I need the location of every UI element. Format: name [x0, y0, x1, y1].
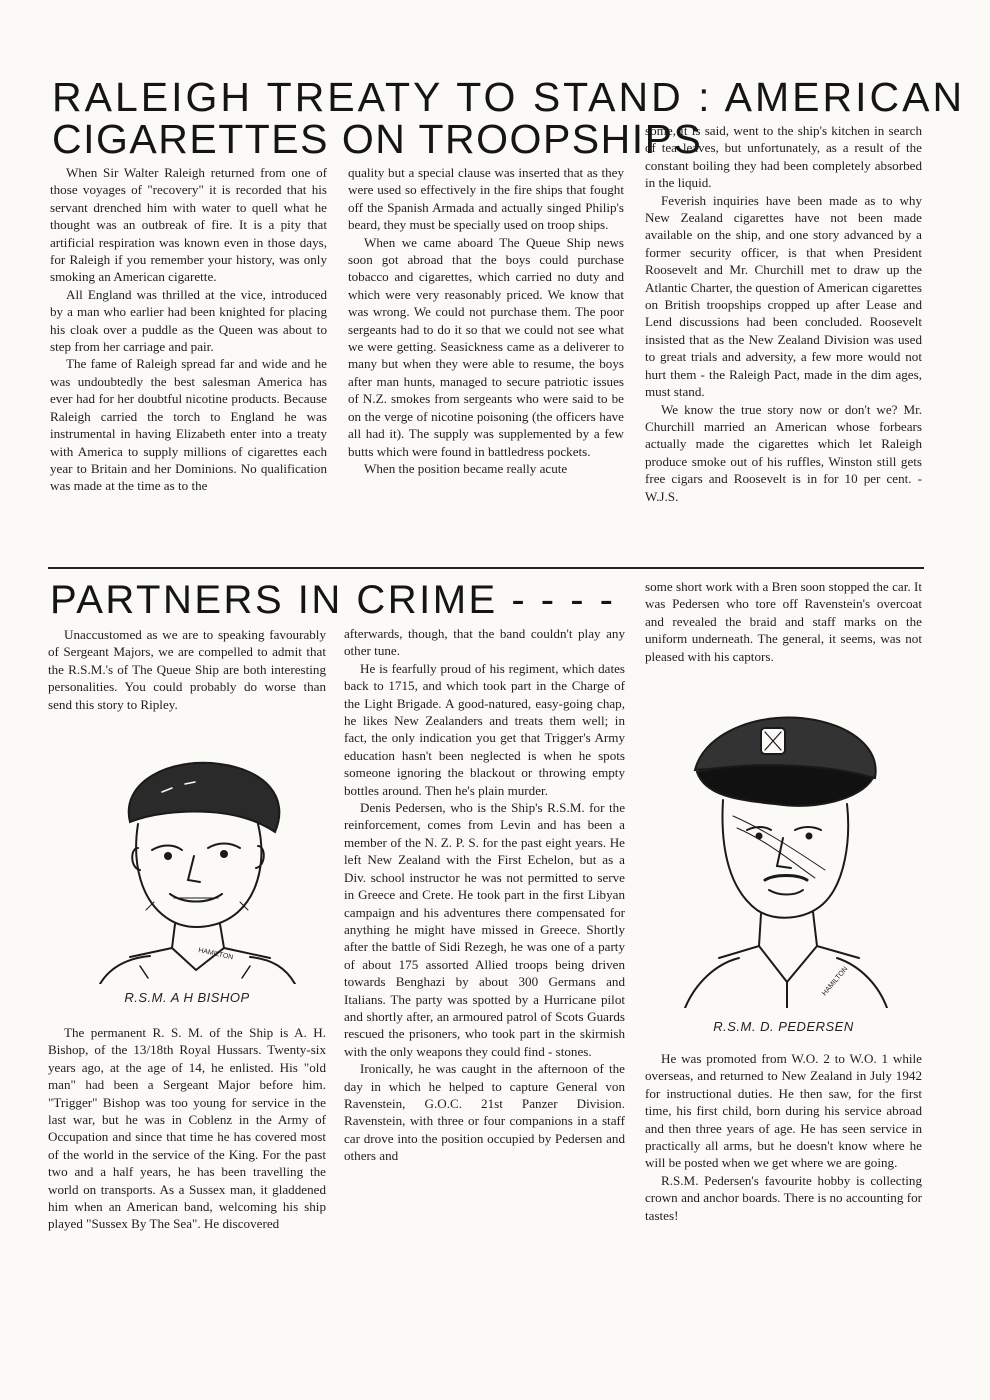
- paragraph: Denis Pedersen, who is the Ship's R.S.M. for the reinforcement, comes from Levin and has been a member of the N. Z. P. S. for the past eight years. He left New Zealand with the First Echelon, but as a Div. school instructor he was not permitted to serve in Greece and Crete. He took part in the first Libyan campaign and his adventures there compensated for anything he might have missed in Greece. Shortly after the battle of Sidi Rezegh, he was one of a party of about 175 assorted Allied troops being driven towards Benghazi by about 300 Germans and Italians. The party was spotted by a Hurricane pilot and shortly after, an armoured patrol of Scots Guards rescued the prisoners, who took part in the skirmish with the only weapons they could find - stones.: [344, 800, 625, 1059]
- section-divider-rule: [48, 567, 924, 569]
- article2-column-3-body: [645, 1050, 922, 1224]
- article1-column-1: [50, 164, 327, 495]
- article1-column-3: [645, 122, 922, 505]
- paragraph: afterwards, though, that the band couldn't play any other tune.: [344, 626, 625, 659]
- artist-signature: HAMILTON: [821, 965, 850, 998]
- paragraph: He was promoted from W.O. 2 to W.O. 1 while overseas, and returned to New Zealand in July 1942 for instructional duties. He then saw, for the first time, his first child, born during his service abroad and then three years of age. He has seen service in practically all arms, but he doesn't know where he will be posted when we get where we are going.: [645, 1051, 922, 1171]
- article2-column-2: [344, 625, 625, 1165]
- paragraph: Feverish inquiries have been made as to why New Zealand cigarettes have not been made available on the ship, and one story advanced by a former security officer, is that when President Roosevelt and Mr. Churchill met to draw up the Atlantic Charter, the question of American cigarettes on British troopships cropped up after Lease and Lend discussions had been concluded. Roosevelt insisted that as the New Zealand Division was used to great trials and adversity, a few more would not hurt them - the Raleigh Pact, made in the dim ages, must stand.: [645, 192, 922, 400]
- article2-column-3-intro: [645, 578, 922, 665]
- headline-partners-in-crime: PARTNERS IN CRIME - - - -: [50, 578, 616, 622]
- paragraph: Unaccustomed as we are to speaking favourably of Sergeant Majors, we are compelled to admit that the R.S.M.'s of The Queue Ship are both interesting personalities. You could probably do worse than send this story to Ripley.: [48, 627, 326, 712]
- portrait-bishop-illustration: [90, 752, 305, 984]
- paragraph: The fame of Raleigh spread far and wide and he was undoubtedly the best salesman America has ever had for her doubtful nicotine products. Because Raleigh carried the torch to England he was instrumental in having Elizabeth enter into a treaty with America to supply millions of cigarettes each year to Britain and her Dominions. No qualification was made at the time as to the: [50, 356, 327, 494]
- portrait-caption-pedersen: R.S.M. D. PEDERSEN: [713, 1019, 854, 1034]
- paragraph: quality but a special clause was inserted that as they were used so effectively in the fire ships that fought off the Spanish Armada and actually singed Philip's beard, they must be specially used on troop ships.: [348, 165, 624, 233]
- paragraph: We know the true story now or don't we? Mr. Churchill married an American whose forbears actually made the cigarettes which let Raleigh produce smoke out of his ruffles, Winston still gets free cigars and Roosevelt is in for 10 per cent. - W.J.S.: [645, 401, 922, 504]
- headline-line-2: CIGARETTES ON TROOPSHIPS: [52, 116, 703, 162]
- portrait-pedersen-illustration: [675, 700, 895, 1008]
- paragraph: All England was thrilled at the vice, introduced by a man who earlier had been knighted for placing his cloak over a puddle as the Queen was about to step from her carriage and pair.: [50, 286, 327, 355]
- paragraph: some, it is said, went to the ship's kitchen in search of tea leaves, but unfortunately, as a result of the constant boiling they had been completely absorbed in the liquid.: [645, 123, 922, 191]
- article2-column-1-body: [48, 1024, 326, 1233]
- paragraph: When Sir Walter Raleigh returned from one of those voyages of "recovery" it is recorded that his servant drenched him with water to quell what he thought was an outbreak of fire. It is a pity that artificial respiration was known even in those days, for Raleigh if you remember your history, was only smoking an American cigarette.: [50, 165, 327, 285]
- article2-column-1-intro: [48, 626, 326, 713]
- paragraph: When we came aboard The Queue Ship news soon got abroad that the boys could purchase tobacco and cigarettes, which carried no duty and which were very reasonably priced. We know that was wrong. We could not purchase them. The poor sergeants had to do it so that we could not see what we were getting. Seasickness came as a deliverer to many but when they were able to resume, the boys after man hunts, managed to secure patriotic issues of N.Z. smokes from sergeants who were said to be on the verge of nicotine poisoning (the officers have all had it). The supply was supplemented by a few butts which were found in battledress pockets.: [348, 234, 624, 459]
- paragraph: Ironically, he was caught in the afternoon of the day in which he helped to capture General von Ravenstein, G.O.C. 21st Panzer Division. Ravenstein, with three or four companions in a staff car drove into the position occupied by Pedersen and others and: [344, 1061, 625, 1164]
- paragraph: R.S.M. Pedersen's favourite hobby is collecting crown and anchor boards. There is no accounting for tastes!: [645, 1172, 922, 1223]
- article1-column-2: [348, 164, 624, 477]
- portrait-caption-bishop: R.S.M. A H BISHOP: [124, 990, 250, 1005]
- paragraph: The permanent R. S. M. of the Ship is A. H. Bishop, of the 13/18th Royal Hussars. Twenty-six years ago, at the age of 14, he enlisted. His "old man" had been a Sergeant Major before him. "Trigger" Bishop was too young for service in the last war, but he was in Coblenz in the Army of Occupation and since that time he has covered most of the world in the service of the King. For the past two and a half years, he has been travelling the world on transports. As a Sussex man, it gladdened him when an American band, welcoming his ship played "Sussex By The Sea". He discovered: [48, 1025, 326, 1232]
- paragraph: He is fearfully proud of his regiment, which dates back to 1715, and which took part in the Charge of the Light Brigade. A good-natured, easy-going chap, he likes New Zealanders and treats them well; in fact, the only indication you get that Trigger's Army education hasn't been neglected is when he spots someone ignoring the blackout or throwing empty bottles around. Then he's plain murder.: [344, 660, 625, 798]
- headline-line-1: RALEIGH TREATY TO STAND : AMERICAN: [52, 74, 966, 120]
- paragraph: some short work with a Bren soon stopped the car. It was Pedersen who tore off Ravenstein's overcoat and revealed the braid and staff marks on the uniform underneath. The general, it seems, was not pleased with his captors.: [645, 579, 922, 664]
- artist-signature: HAMILTON: [197, 947, 234, 962]
- paragraph: When the position became really acute: [364, 460, 568, 476]
